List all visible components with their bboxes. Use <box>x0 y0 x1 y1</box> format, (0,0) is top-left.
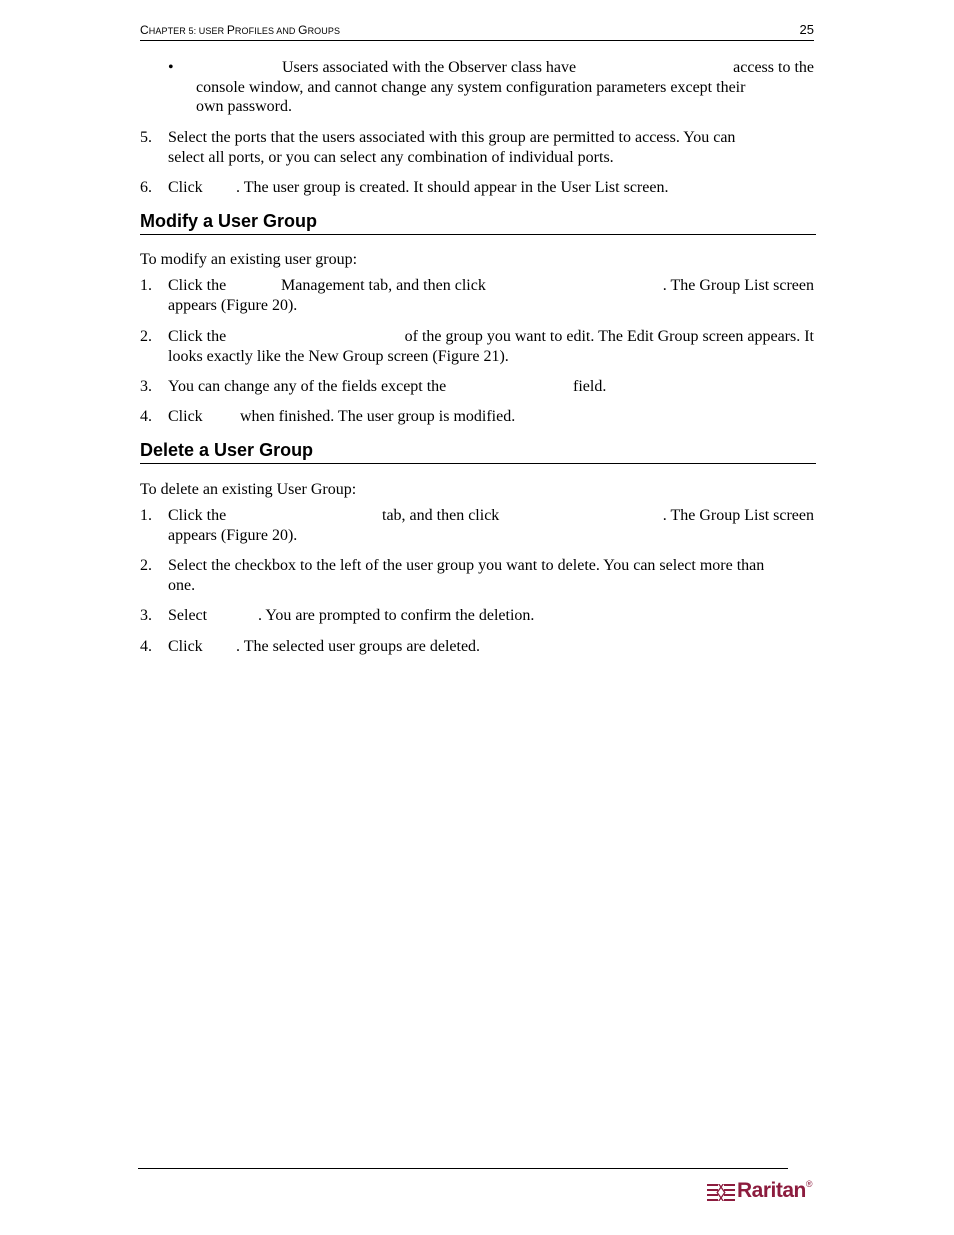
step-number: 3. <box>140 607 152 624</box>
bullet-line1-left: Users associated with the Observer class have <box>282 59 577 76</box>
step-text: Click the <box>168 328 227 345</box>
page-number: 25 <box>799 22 814 37</box>
step-text: . The Group List screen <box>662 507 814 524</box>
step-line: looks exactly like the New Group screen (Figure 21). <box>168 347 509 365</box>
chapter-title: CHAPTER 5: USER PROFILES AND GROUPS <box>140 23 341 37</box>
step-number: 6. <box>140 179 152 196</box>
step-number: 4. <box>140 638 152 655</box>
bullet-line1-right: access to the <box>733 59 814 76</box>
step-number: 3. <box>140 378 152 395</box>
modify-step-1 <box>140 276 814 316</box>
step-line: appears (Figure 20). <box>168 526 298 544</box>
bullet-line2: console window, and cannot change any system configuration parameters except their <box>196 78 746 96</box>
step-text: field. <box>573 378 607 395</box>
step-text: . The Group List screen <box>662 277 814 294</box>
section-heading-delete: Delete a User Group <box>140 439 816 464</box>
step-text: Click <box>168 179 203 196</box>
section-heading-modify: Modify a User Group <box>140 210 816 235</box>
step-line: Select the ports that the users associated with this group are permitted to access. You can <box>168 129 736 146</box>
bullet-paragraph <box>196 58 814 117</box>
step-6 <box>140 178 814 198</box>
step-number: 4. <box>140 408 152 425</box>
step-line: Select the checkbox to the left of the user group you want to delete. You can select more than <box>168 557 765 574</box>
step-text: tab, and then click <box>382 507 500 524</box>
step-number: 2. <box>140 328 152 345</box>
step-number: 2. <box>140 557 152 574</box>
step-text: when finished. The user group is modified. <box>240 408 516 425</box>
step-5 <box>140 128 814 168</box>
step-text: Click the <box>168 277 227 294</box>
step-text: Select <box>168 607 208 624</box>
bullet-symbol: • <box>168 59 174 76</box>
raritan-logo-mark-icon <box>707 1181 737 1205</box>
running-header <box>140 22 814 41</box>
step-number: 5. <box>140 129 152 146</box>
modify-step-2 <box>140 327 814 367</box>
step-text: . The user group is created. It should appear in the User List screen. <box>236 179 669 196</box>
modify-intro: To modify an existing user group: <box>140 251 358 268</box>
step-text: Click the <box>168 507 227 524</box>
raritan-logo-text: Raritan® <box>737 1179 812 1202</box>
step-number: 1. <box>140 507 152 524</box>
step-text: of the group you want to edit. The Edit Group screen appears. It <box>404 328 814 345</box>
delete-step-2 <box>140 556 814 596</box>
step-text: . You are prompted to confirm the deletion. <box>258 607 535 624</box>
step-text: Click <box>168 638 203 655</box>
step-line: appears (Figure 20). <box>168 296 298 314</box>
step-line: select all ports, or you can select any combination of individual ports. <box>168 148 614 166</box>
step-number: 1. <box>140 277 152 294</box>
delete-step-4 <box>140 637 814 657</box>
step-text: Management tab, and then click <box>281 277 486 294</box>
raritan-logo <box>707 1178 817 1206</box>
step-line: one. <box>168 576 196 594</box>
step-text: You can change any of the fields except the <box>168 378 447 395</box>
modify-step-3 <box>140 377 814 397</box>
step-text: Click <box>168 408 203 425</box>
footer-rule <box>138 1168 788 1169</box>
bullet-line3: own password. <box>196 98 292 115</box>
delete-step-1 <box>140 506 814 546</box>
delete-step-3 <box>140 606 814 626</box>
modify-step-4 <box>140 407 814 427</box>
step-text: . The selected user groups are deleted. <box>236 638 481 655</box>
delete-intro: To delete an existing User Group: <box>140 481 357 498</box>
